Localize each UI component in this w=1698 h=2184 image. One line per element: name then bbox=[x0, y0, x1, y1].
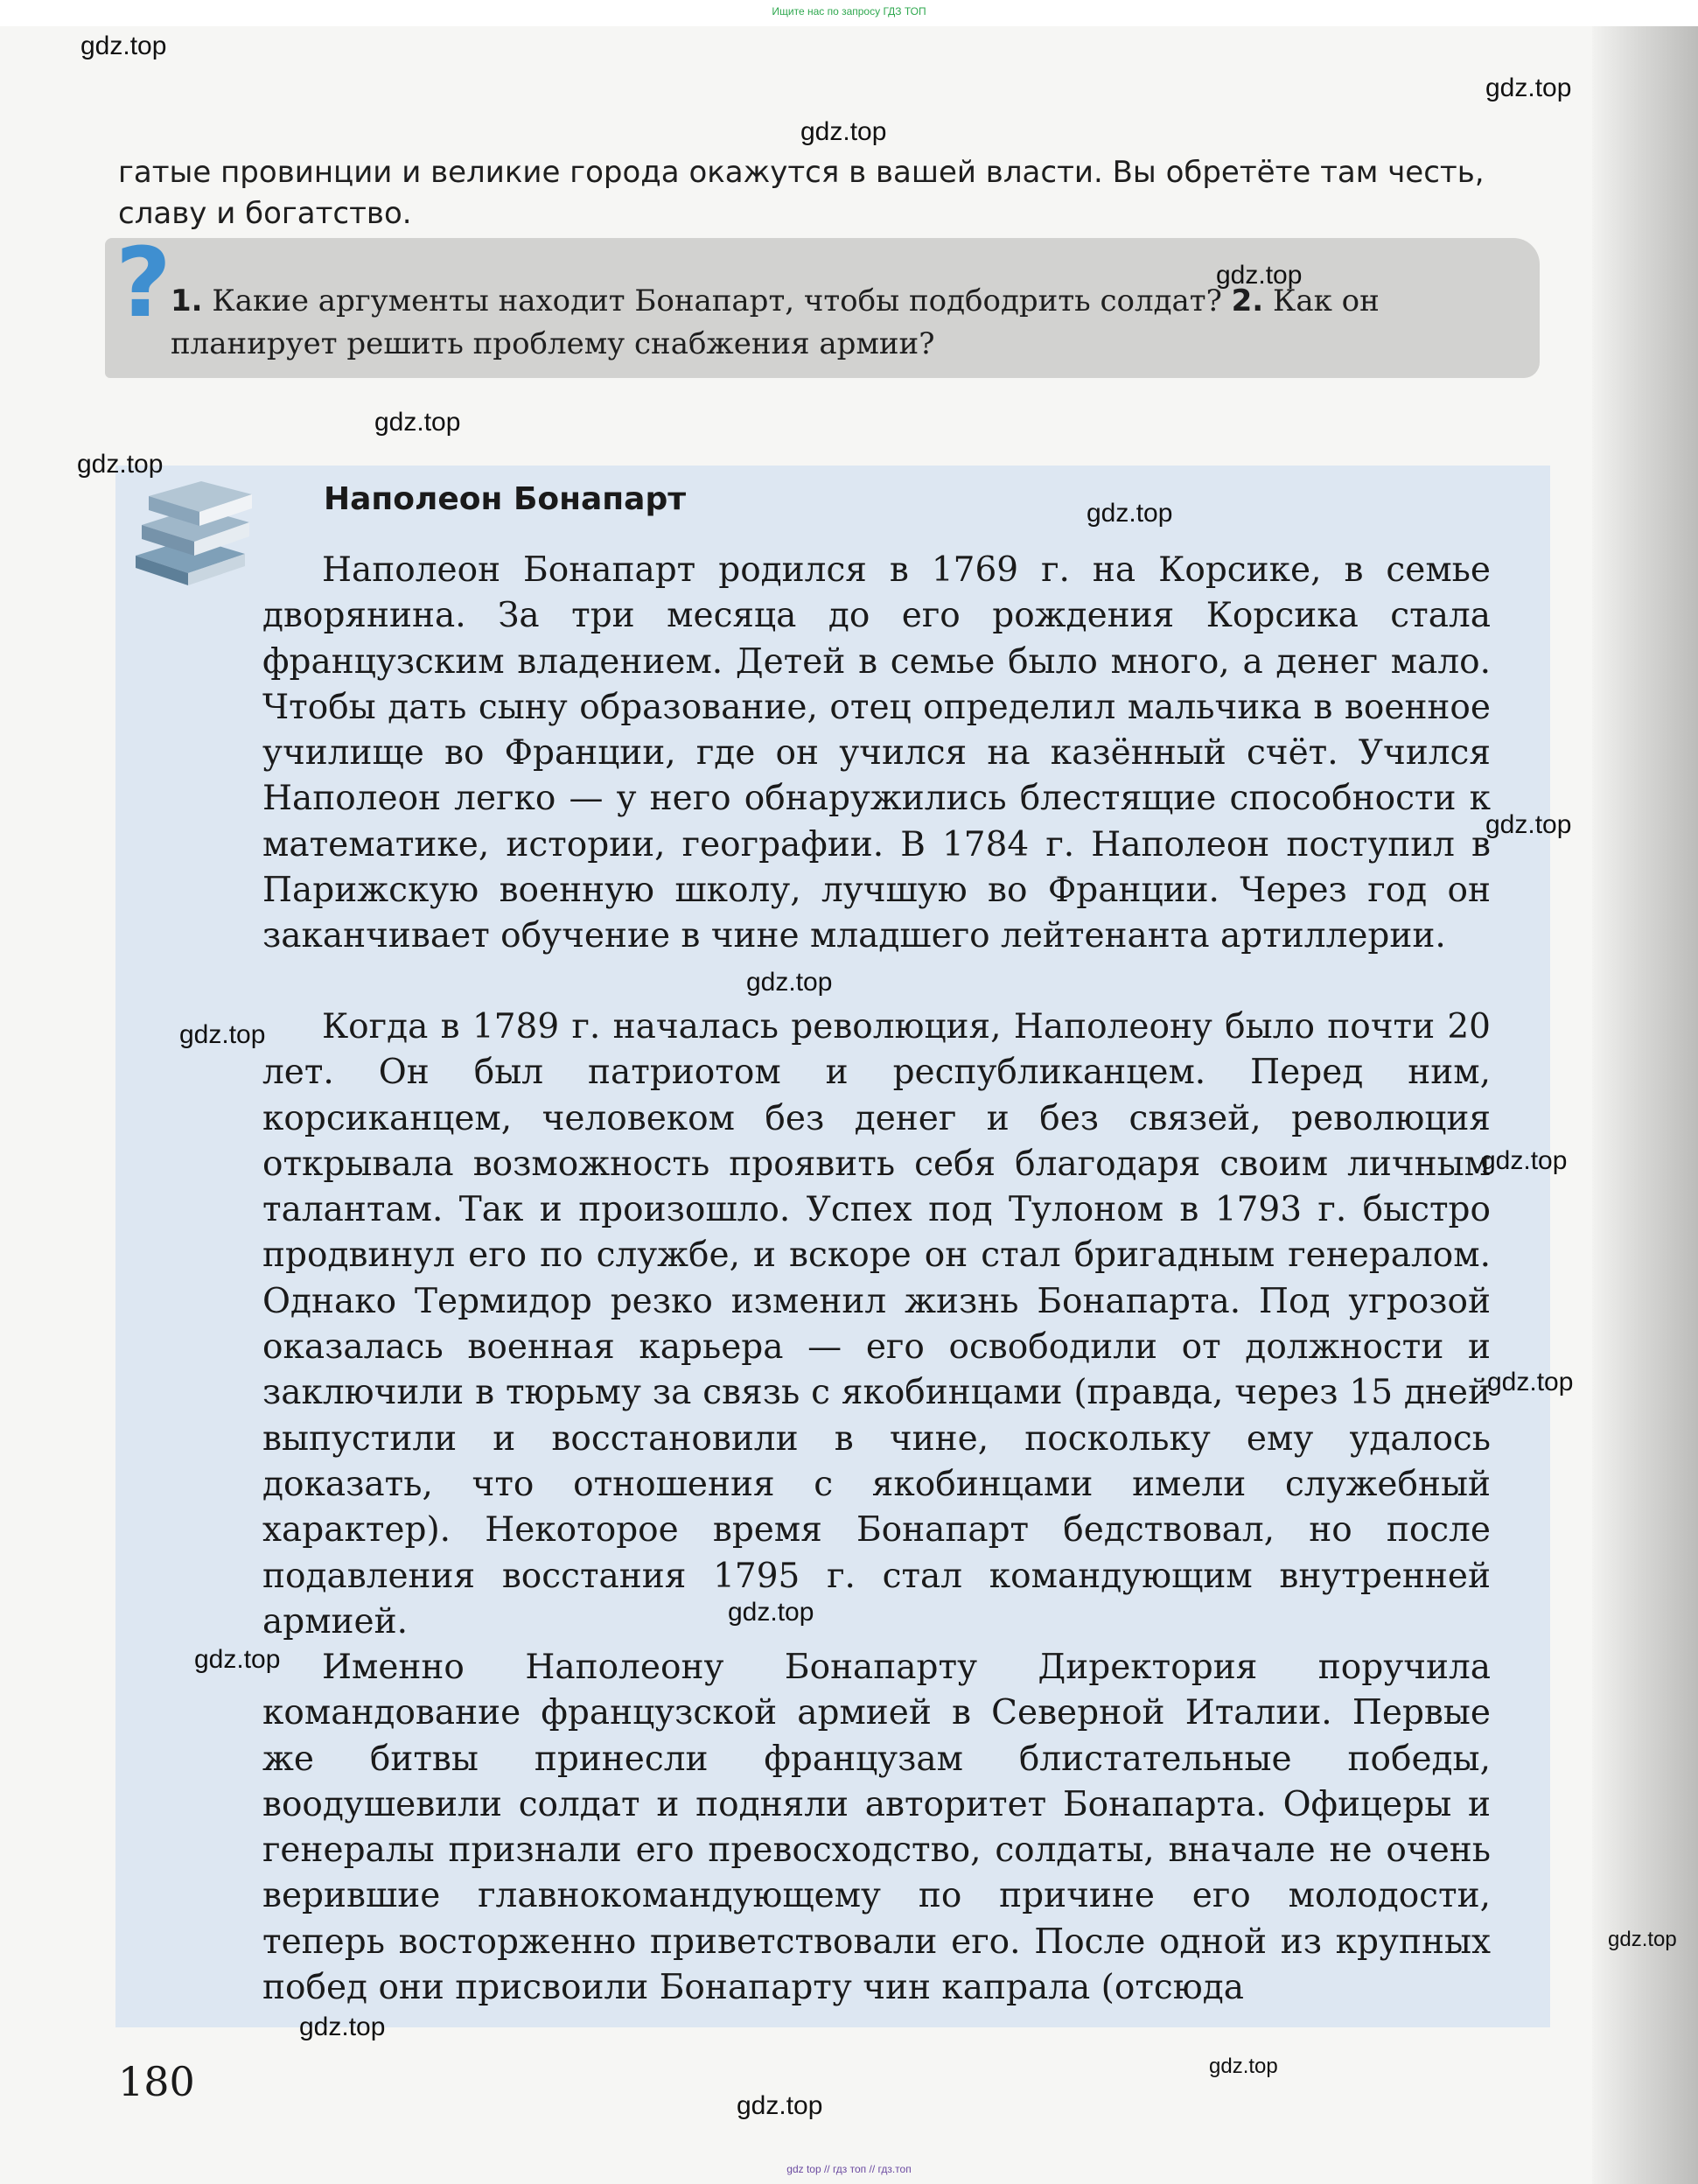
watermark: gdz.top bbox=[1485, 810, 1572, 839]
question-mark-icon: ? bbox=[115, 227, 171, 339]
paragraph-3: Именно Наполеону Бонапарту Директория поручила командование французской армией в Северной Италии. Первые же битвы принесли французам блистательные победы, воодушевили солдат и подняли авторитет Бонапарта. Офицеры и генералы признали его превосходство, солдаты, вначале не очень верившие главнокомандующему по причине его молодости, теперь восторженно приветствовали его. После одной из крупных побед они присвоили Бонапарту чин капрала (отсюда bbox=[262, 1648, 1491, 2008]
page-edge-shadow bbox=[1592, 26, 1698, 2184]
watermark: gdz.top bbox=[179, 1020, 266, 1049]
top-banner[interactable]: Ищите нас по запросу ГДЗ ТОП bbox=[772, 5, 926, 18]
feature-heading: Наполеон Бонапарт bbox=[324, 481, 687, 517]
question-text bbox=[171, 280, 1535, 366]
watermark: gdz.top bbox=[77, 450, 164, 479]
watermark: gdz.top bbox=[728, 1598, 814, 1627]
watermark: gdz.top bbox=[1487, 1368, 1574, 1396]
watermark: gdz.top bbox=[1608, 1928, 1677, 1951]
question-2-text: Как он планирует решить проблему снабжения армии? bbox=[171, 284, 1380, 361]
watermark: gdz.top bbox=[1216, 261, 1303, 290]
books-icon bbox=[131, 477, 254, 591]
question-number-2: 2. bbox=[1231, 284, 1264, 318]
paragraph-1: Наполеон Бонапарт родился в 1769 г. на Корсике, в семье дворянина. За три месяца до его рождения Корсика стала французским владением. Детей в семье было много, а денег мало. Чтобы дать сыну образование, отец определил мальчика в военное училище во Франции, где он учился на казённый счёт. Учился Наполеон легко — у него обнаружились блестящие способности к математике, истории, географии. В 1784 г. Наполеон поступил в Парижскую военную школу, лучшую во Франции. Через год он заканчивает обучение в чине младшего лейтенанта артиллерии. bbox=[262, 550, 1491, 956]
watermark: gdz.top bbox=[1481, 1146, 1568, 1175]
watermark: gdz.top bbox=[746, 968, 833, 997]
question-1-text: Какие аргументы находит Бонапарт, чтобы подбодрить солдат? bbox=[202, 284, 1232, 318]
watermark: gdz.top bbox=[800, 117, 887, 146]
intro-text: гатые провинции и великие города окажутся в вашей власти. Вы обретёте там честь, славу и богатство. bbox=[118, 155, 1485, 231]
watermark: gdz.top bbox=[194, 1645, 281, 1674]
question-number-1: 1. bbox=[171, 284, 203, 318]
watermark: gdz.top bbox=[299, 2012, 386, 2041]
bottom-banner[interactable]: gdz top // гдз топ // гдз.топ bbox=[786, 2163, 912, 2175]
watermark: gdz.top bbox=[1209, 2054, 1278, 2078]
watermark: gdz.top bbox=[1087, 499, 1173, 528]
page-number: 180 bbox=[118, 2058, 195, 2105]
watermark: gdz.top bbox=[80, 32, 167, 60]
watermark: gdz.top bbox=[737, 2091, 823, 2120]
watermark: gdz.top bbox=[374, 408, 461, 437]
watermark: gdz.top bbox=[1485, 74, 1572, 102]
paragraph-2: Когда в 1789 г. началась революция, Наполеону было почти 20 лет. Он был патриотом и республиканцем. Перед ним, корсиканцем, человеком без денег и без связей, революция открывала возможность проявить себя благодаря своим личным талантам. Так и произошло. Успех под Тулоном в 1793 г. быстро продвинул его по службе, и вскоре он стал бригадным генералом. Однако Термидор резко изменил жизнь Бонапарта. Под угрозой оказалась военная карьера — его освободили от должности и заключили в тюрьму за связь с якобинцами (правда, через 15 дней выпустили и восстановили в чине, поскольку ему удалось доказать, что отношения с якобинцами имели служебный характер). Некоторое время Бонапарт бедствовал, но после подавления восстания 1795 г. стал командующим внутренней армией. bbox=[262, 1007, 1491, 1642]
